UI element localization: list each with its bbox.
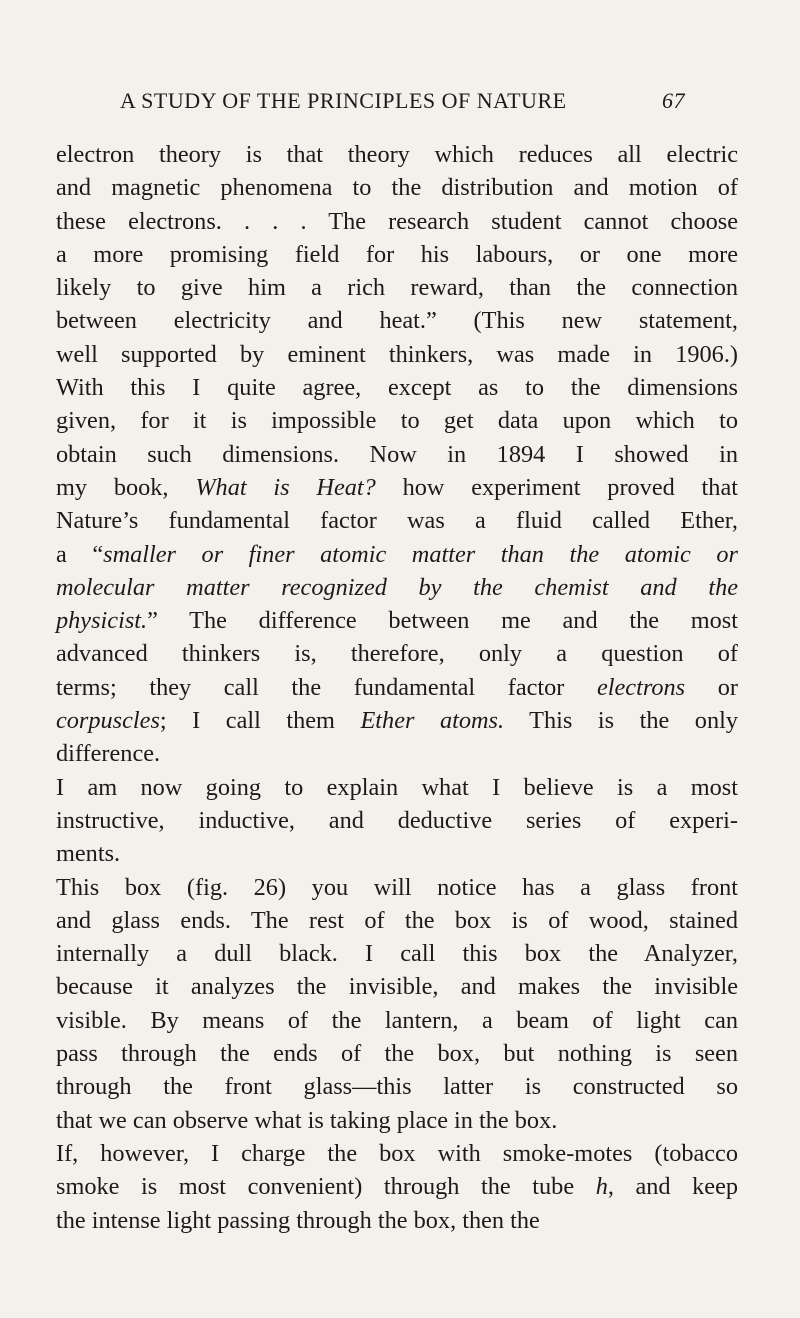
text-run: Nature’s fundamental factor was a fluid called Ether, <box>56 507 738 535</box>
text-run: that we can observe what is taking place in the box. <box>56 1106 558 1134</box>
text-run: and magnetic phenomena to the distribution and motion of <box>56 174 738 202</box>
text-line <box>56 538 738 571</box>
text-line <box>56 704 738 737</box>
text-run: the intense light passing through the box, then the <box>56 1206 540 1234</box>
text-line <box>56 970 738 1003</box>
text-line <box>56 138 738 171</box>
text-run: ; I call them <box>159 707 361 735</box>
text-run: how experiment proved that <box>375 473 738 501</box>
italic-text: physicist. <box>56 607 148 635</box>
text-line <box>56 737 738 770</box>
text-run: , and keep <box>607 1173 739 1201</box>
text-run: obtain such dimensions. Now in 1894 I showed in <box>56 440 738 468</box>
text-run: likely to give him a rich reward, than the connection <box>56 274 738 302</box>
text-run: instructive, inductive, and deductive series of experi- <box>56 806 738 834</box>
italic-text: h <box>595 1173 608 1201</box>
text-line <box>56 438 738 471</box>
text-run: ments. <box>56 840 121 868</box>
italic-text: Ether atoms. <box>360 707 505 735</box>
text-line <box>56 1037 738 1070</box>
text-run: well supported by eminent thinkers, was made in 1906.) <box>56 340 738 368</box>
text-line <box>56 904 738 937</box>
text-line <box>56 637 738 670</box>
text-line <box>56 1104 738 1137</box>
text-run: visible. By means of the lantern, a beam of light can <box>56 1006 738 1034</box>
text-run: difference. <box>56 740 161 768</box>
italic-text: What is Heat? <box>195 473 376 501</box>
text-line <box>56 937 738 970</box>
text-run: With this I quite agree, except as to the dimensions <box>56 374 738 402</box>
text-line <box>56 304 738 337</box>
running-head: A STUDY OF THE PRINCIPLES OF NATURE <box>120 88 567 113</box>
text-line <box>56 1004 738 1037</box>
text-run: This box (fig. 26) you will notice has a glass front <box>56 873 738 901</box>
text-line <box>56 238 738 271</box>
text-line <box>56 1070 738 1103</box>
text-line <box>56 471 738 504</box>
text-run: If, however, I charge the box with smoke-motes (tobacco <box>56 1139 738 1167</box>
text-line <box>56 837 738 870</box>
text-run: a more promising field for his labours, or one more <box>56 240 738 268</box>
text-run: given, for it is impossible to get data upon which to <box>56 407 738 435</box>
text-line <box>56 571 738 604</box>
text-line <box>56 1137 738 1170</box>
text-run: and glass ends. The rest of the box is of wood, stained <box>56 906 738 934</box>
text-run: advanced thinkers is, therefore, only a question of <box>56 640 738 668</box>
text-line <box>56 771 738 804</box>
text-run: electron theory is that theory which reduces all electric <box>56 141 738 168</box>
text-line <box>56 404 738 437</box>
text-run: these electrons. . . . The research student cannot choose <box>56 207 738 235</box>
text-run: between electricity and heat.” (This new statement, <box>56 307 738 335</box>
text-run: or <box>685 673 738 701</box>
text-line <box>56 1204 738 1237</box>
text-run: terms; they call the fundamental factor <box>56 673 597 701</box>
text-run: because it analyzes the invisible, and makes the invisible <box>56 973 738 1001</box>
text-run: smoke is most convenient) through the tube <box>56 1173 596 1201</box>
text-run: a “ <box>56 540 104 568</box>
text-run: This is the only <box>504 707 738 735</box>
text-line <box>56 504 738 537</box>
text-line <box>56 271 738 304</box>
text-run: I am now going to explain what I believe is a most <box>56 773 738 801</box>
text-line <box>56 171 738 204</box>
body-text <box>56 138 738 1237</box>
text-line <box>56 804 738 837</box>
text-line <box>56 604 738 637</box>
text-line <box>56 371 738 404</box>
page-number: 67 <box>662 88 685 113</box>
italic-text: molecular matter recognized by the chemist and the <box>56 573 738 601</box>
italic-text: corpuscles <box>56 707 160 735</box>
text-line <box>56 205 738 238</box>
text-run: internally a dull black. I call this box the Analyzer, <box>56 940 738 968</box>
italic-text: electrons <box>596 673 686 701</box>
text-run: through the front glass—this latter is constructed so <box>56 1073 738 1101</box>
text-run: pass through the ends of the box, but nothing is seen <box>56 1040 738 1068</box>
text-line <box>56 1170 738 1203</box>
text-line <box>56 338 738 371</box>
italic-text: smaller or finer atomic matter than the atomic or <box>103 540 738 568</box>
text-line <box>56 671 738 704</box>
text-line <box>56 871 738 904</box>
text-run: ” The difference between me and the most <box>147 607 738 635</box>
text-run: my book, <box>56 473 196 501</box>
